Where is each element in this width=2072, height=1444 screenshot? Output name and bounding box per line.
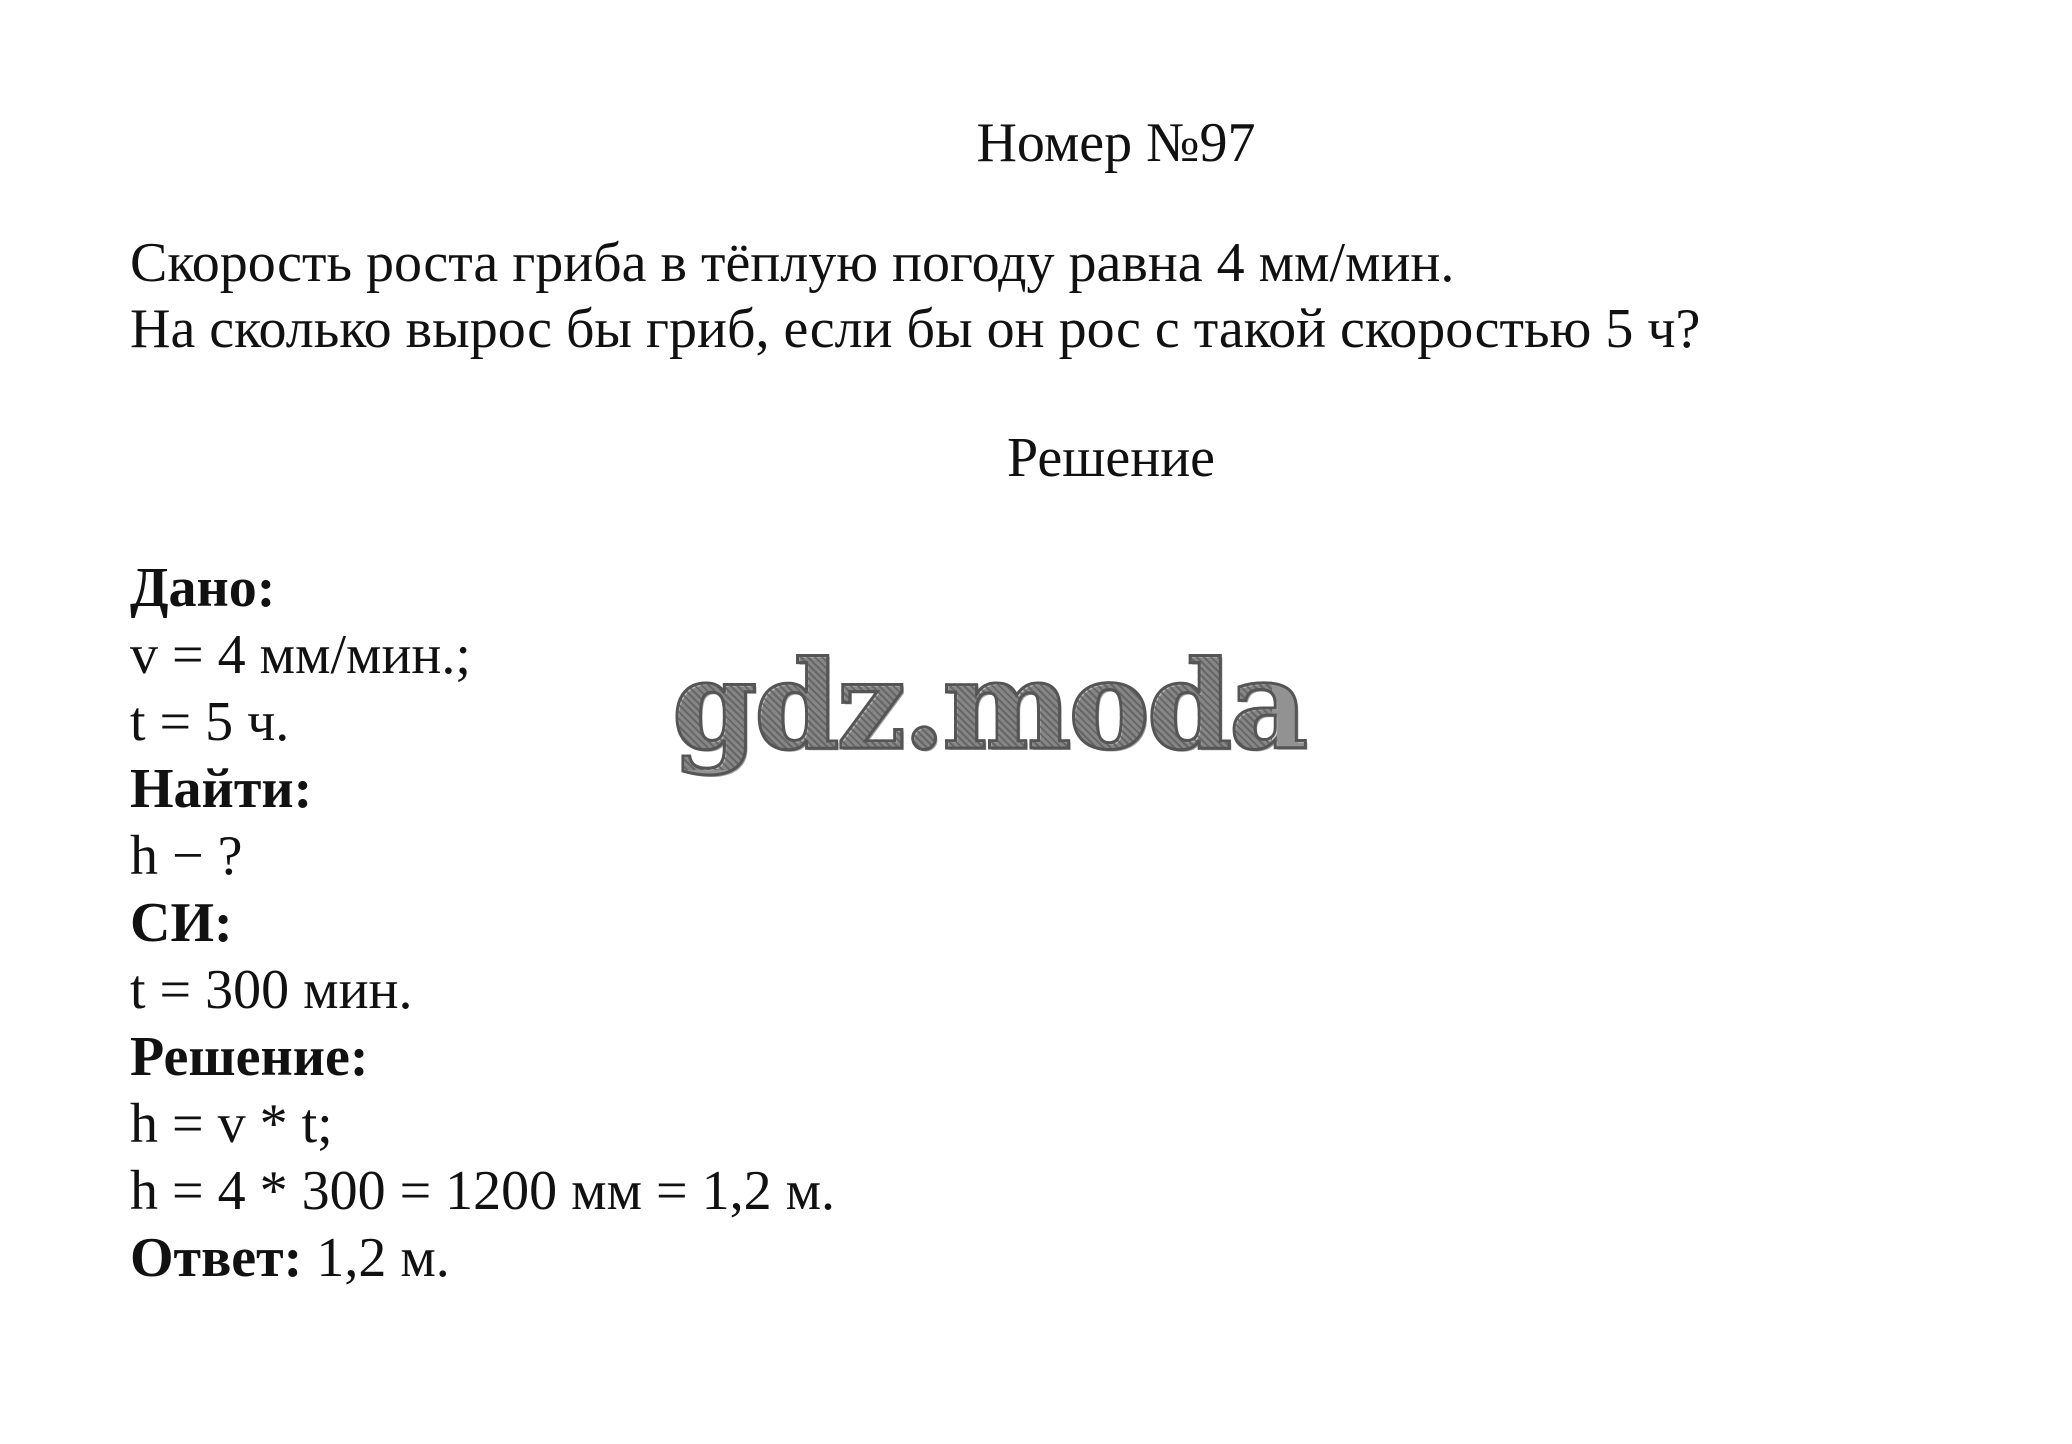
- solution-label: Решение:: [130, 1026, 369, 1088]
- solution-step-formula: h = v * t;: [130, 1093, 333, 1155]
- si-value: t = 300 мин.: [130, 959, 413, 1021]
- answer-line: [130, 1225, 835, 1292]
- solution-heading: Решение: [1006, 427, 1216, 489]
- answer-label: Ответ:: [130, 1227, 303, 1289]
- problem-line-1: Скорость роста гриба в тёплую погоду равна 4 мм/мин.: [130, 232, 1455, 294]
- watermark-text: gdz.moda: [672, 633, 1306, 777]
- answer-value: 1,2 м.: [302, 1227, 450, 1289]
- given-label: Дано:: [130, 557, 276, 619]
- find-label: Найти:: [130, 758, 313, 820]
- watermark: [672, 633, 1306, 777]
- problem-line-2: На сколько вырос бы гриб, если бы он рос с такой скоростью 5 ч?: [130, 298, 1701, 360]
- solution-step-calc: h = 4 * 300 = 1200 мм = 1,2 м.: [130, 1160, 836, 1222]
- given-velocity: v = 4 мм/мин.;: [130, 624, 471, 686]
- problem-number-title: Номер №97: [976, 112, 1256, 174]
- given-time: t = 5 ч.: [130, 691, 290, 753]
- find-value: h − ?: [130, 825, 243, 887]
- problem-statement: [130, 230, 1700, 362]
- si-label: СИ:: [130, 892, 233, 954]
